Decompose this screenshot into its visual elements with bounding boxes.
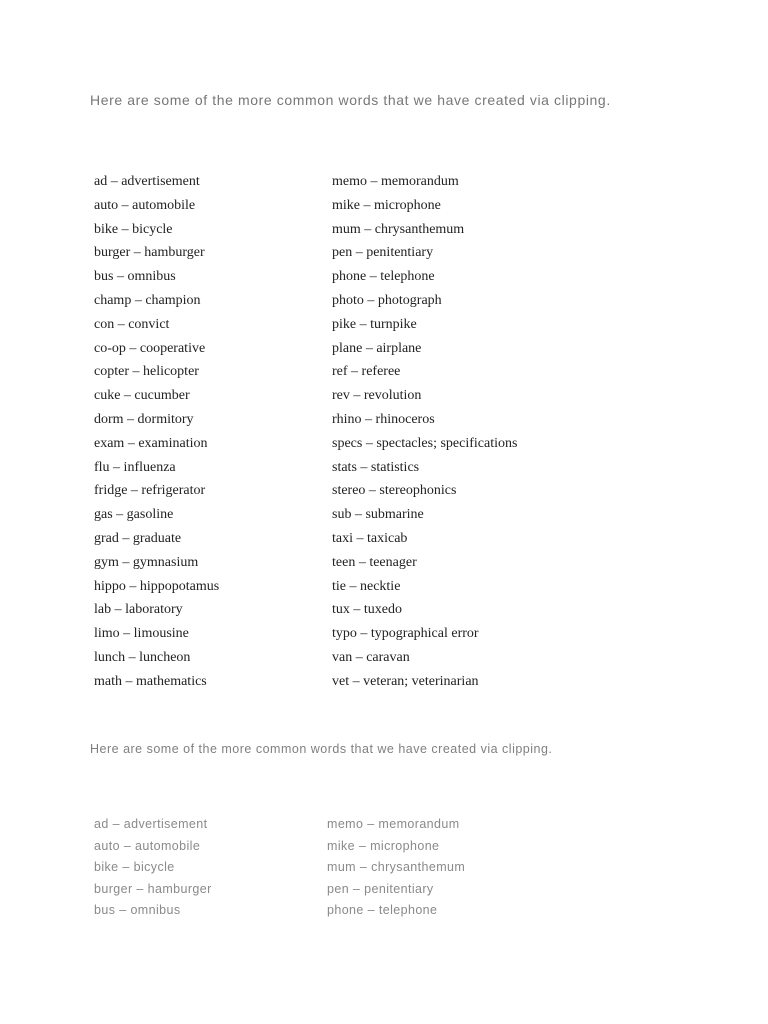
word-pair: limo – limousine [94, 626, 189, 642]
word-pair: vet – veteran; veterinarian [332, 673, 479, 689]
word-pair: ad – advertisement [94, 817, 208, 831]
word-pair: typo – typographical error [332, 626, 479, 642]
word-pair: burger – hamburger [94, 245, 205, 261]
word-pair: pen – penitentiary [327, 881, 434, 896]
word-pair: bike – bicycle [94, 221, 173, 237]
word-pair: plane – airplane [332, 340, 422, 356]
word-pair: stereo – stereophonics [332, 483, 457, 499]
word-pair: ad – advertisement [94, 174, 200, 189]
word-pair: teen – teenager [332, 554, 417, 570]
word-pair: stats – statistics [332, 459, 420, 475]
word-pair: tux – tuxedo [332, 602, 402, 618]
word-pair: burger – hamburger [94, 881, 212, 896]
word-pair: champ – champion [94, 292, 201, 308]
word-pair: hippo – hippopotamus [94, 578, 220, 594]
word-pair: mike – microphone [332, 197, 441, 213]
word-pair: memo – memorandum [332, 174, 459, 189]
word-pair: mike – microphone [327, 838, 440, 853]
word-pair: taxi – taxicab [332, 530, 408, 546]
word-pair: con – convict [94, 316, 170, 332]
word-pair: mum – chrysanthemum [327, 860, 466, 875]
word-pair: dorm – dormitory [94, 411, 194, 427]
word-pair: co-op – cooperative [94, 340, 206, 356]
word-pair: specs – spectacles; specifications [332, 435, 518, 451]
word-pair: cuke – cucumber [94, 388, 190, 404]
word-pair: grad – graduate [94, 530, 182, 546]
word-pair: bus – omnibus [94, 903, 181, 918]
section-one-intro: Here are some of the more common words that we have created via clipping. [90, 92, 611, 108]
word-pair: van – caravan [332, 649, 410, 665]
word-pair: flu – influenza [94, 459, 176, 475]
word-pair: phone – telephone [332, 269, 435, 285]
word-pair: exam – examination [94, 435, 208, 451]
section-one-left-column [94, 170, 219, 694]
word-pair: phone – telephone [327, 903, 438, 918]
word-pair: rev – revolution [332, 388, 422, 404]
word-pair: lab – laboratory [94, 602, 183, 618]
word-pair: mum – chrysanthemum [332, 221, 465, 237]
word-pair: bus – omnibus [94, 269, 176, 285]
section-two-left-column [94, 814, 212, 922]
word-pair: copter – helicopter [94, 364, 199, 380]
word-pair: pike – turnpike [332, 316, 417, 332]
word-pair: memo – memorandum [327, 817, 460, 831]
word-pair: gas – gasoline [94, 507, 174, 523]
word-pair: bike – bicycle [94, 860, 175, 875]
section-two-intro: Here are some of the more common words that we have created via clipping. [90, 742, 553, 756]
word-pair: ref – referee [332, 364, 401, 380]
section-two-right-column [327, 814, 465, 922]
word-pair: fridge – refrigerator [94, 483, 206, 499]
word-pair: pen – penitentiary [332, 245, 434, 261]
word-pair: photo – photograph [332, 292, 442, 308]
word-pair: rhino – rhinoceros [332, 411, 435, 427]
word-pair: math – mathematics [94, 673, 207, 689]
word-pair: auto – automobile [94, 197, 196, 213]
word-pair: sub – submarine [332, 507, 424, 523]
word-pair: gym – gymnasium [94, 554, 199, 570]
word-pair: lunch – luncheon [94, 649, 191, 665]
word-pair: auto – automobile [94, 838, 201, 853]
word-pair: tie – necktie [332, 578, 401, 594]
section-one-right-column [332, 170, 517, 694]
